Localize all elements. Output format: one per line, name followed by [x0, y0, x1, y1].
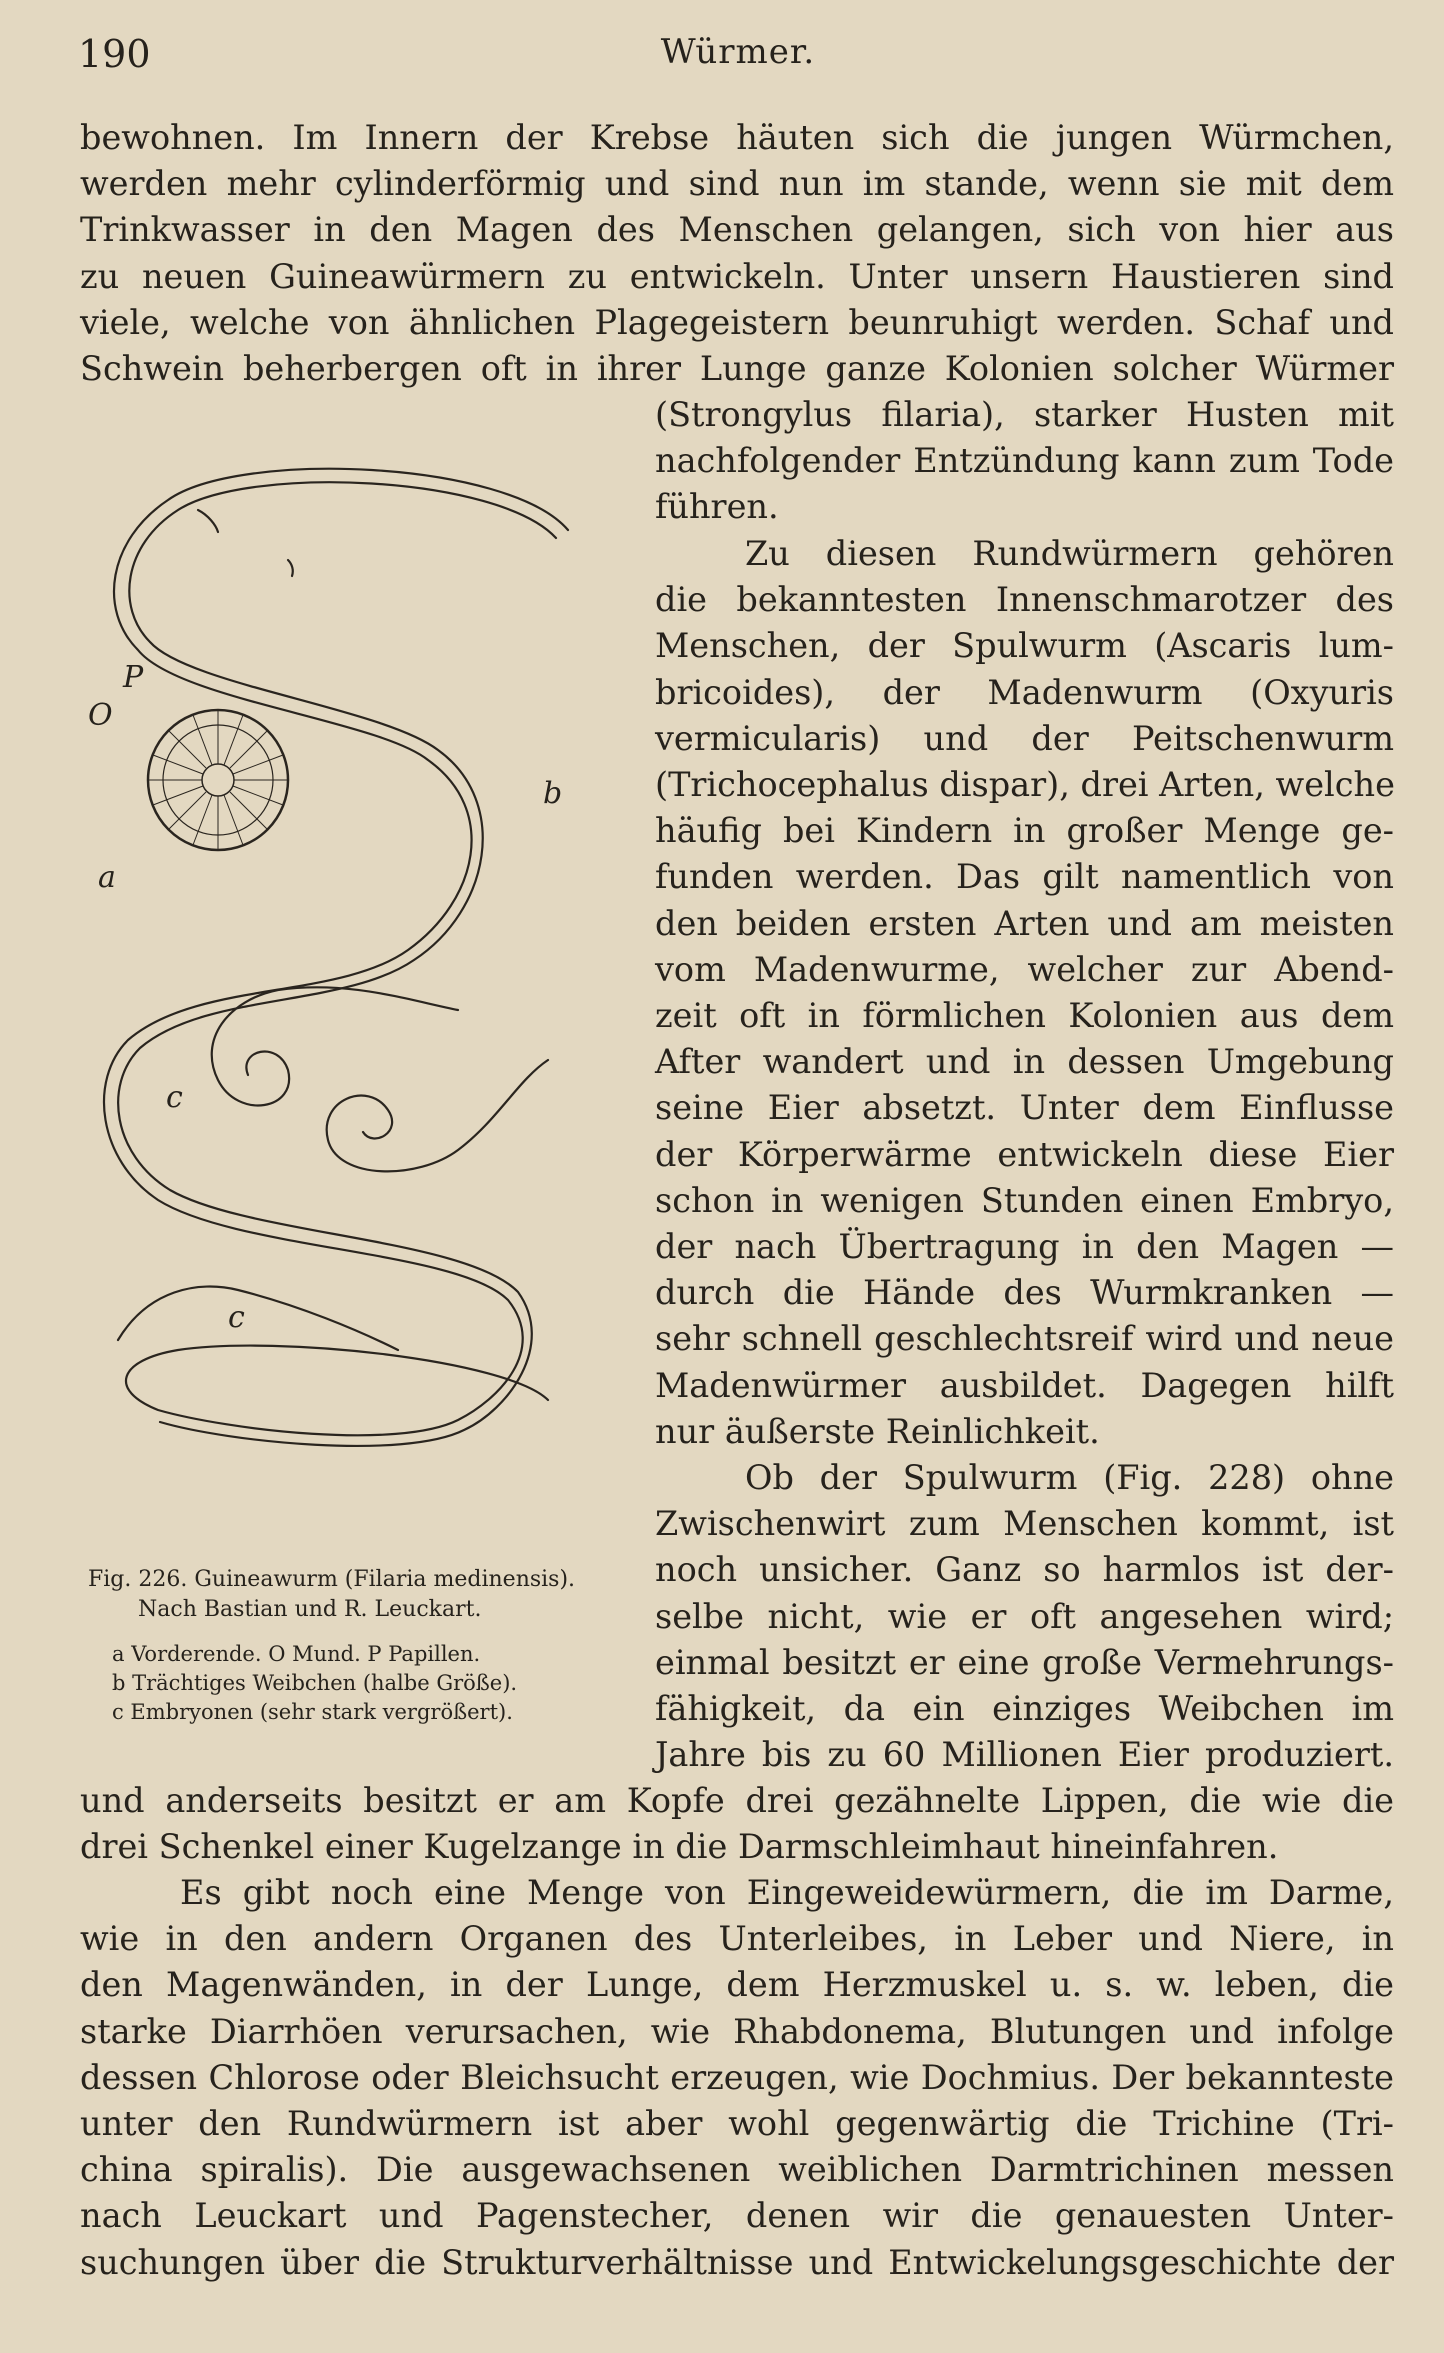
text-line: dessen Chlorose oder Bleichsucht erzeugen, wie Dochmius. Der bekannteste: [80, 2057, 1394, 2097]
text-line: werden mehr cylinderförmig und sind nun im stande, wenn sie mit dem: [80, 164, 1394, 204]
text-line: Menschen, der Spulwurm (Ascaris lum-: [655, 626, 1394, 666]
text-line: Jahre bis zu 60 Millionen Eier produziert.: [655, 1735, 1394, 1775]
caption-line: Nach Bastian und R. Leuckart.: [138, 1597, 482, 1622]
paragraph-1: [80, 115, 1394, 392]
worm-drawing: [78, 420, 638, 1560]
legend-line: a Vorderende. O Mund. P Papillen.: [112, 1642, 481, 1666]
text-line: bricoides), der Madenwurm (Oxyuris: [655, 672, 1394, 712]
embryo-worm-3: [118, 1287, 398, 1350]
text-line: (Strongylus filaria), starker Husten mit: [655, 395, 1394, 434]
text-line: nach Leuckart und Pagenstecher, denen wir die genauesten Unter-: [80, 2196, 1394, 2236]
paragraph-4: [80, 1870, 1394, 2286]
label-b: b: [543, 776, 563, 811]
text-line: zu neuen Guineawürmern zu entwickeln. Unter unsern Haustieren sind: [80, 256, 1394, 296]
label-P: P: [123, 660, 144, 695]
text-line: drei Schenkel einer Kugelzange in die Darmschleimhaut hineinfahren.: [80, 1827, 1279, 1867]
guinea-worm-illustration: [78, 420, 638, 1560]
text-line: Zu diesen Rundwürmern gehören: [745, 534, 1394, 573]
text-line: selbe nicht, wie er oft angesehen wird;: [655, 1596, 1394, 1636]
text-line: vom Madenwurme, welcher zur Abend-: [655, 949, 1394, 989]
text-line: Es gibt noch eine Menge von Eingeweidewürmern, die im Darme,: [180, 1873, 1394, 1912]
text-line: häufig bei Kindern in großer Menge ge-: [655, 811, 1394, 851]
caption-line: Fig. 226. Guineawurm (Filaria medinensis).: [88, 1567, 576, 1592]
text-line: bewohnen. Im Innern der Krebse häuten sich die jungen Würmchen,: [80, 118, 1394, 157]
text-line: einmal besitzt er eine große Vermehrungs-: [655, 1642, 1394, 1682]
text-line: unter den Rundwürmern ist aber wohl gegenwärtig die Trichine (Tri-: [80, 2104, 1394, 2144]
label-O: O: [88, 698, 113, 733]
text-line: sehr schnell geschlechtsreif wird und neue: [655, 1319, 1394, 1359]
text-line: die bekanntesten Innenschmarotzer des: [655, 580, 1394, 620]
text-line: After wandert und in dessen Umgebung: [655, 1042, 1394, 1082]
legend-line: c Embryonen (sehr stark vergrößert).: [112, 1700, 513, 1724]
text-line: nachfolgender Entzündung kann zum Tode: [655, 441, 1394, 481]
figure-legend: [112, 1640, 652, 1727]
text-line: schon in wenigen Stunden einen Embryo,: [655, 1180, 1394, 1220]
running-title: Würmer.: [660, 32, 816, 72]
anterior-end-cross-section: [148, 710, 288, 850]
page-number: 190: [78, 32, 151, 76]
text-line: der nach Übertragung in den Magen —: [655, 1227, 1394, 1267]
label-a: a: [98, 860, 116, 895]
page-header: [78, 32, 1398, 82]
text-line: noch unsicher. Ganz so harmlos ist der-: [655, 1550, 1394, 1590]
text-line: Madenwürmer ausbildet. Dagegen hilft: [655, 1365, 1394, 1405]
paragraph-3-continued: [80, 1778, 1394, 1870]
paragraph-1-continued: [655, 392, 1394, 531]
text-line: nur äußerste Reinlichkeit.: [655, 1411, 1100, 1451]
text-line: (Trichocephalus dispar), drei Arten, welche: [655, 765, 1395, 805]
text-line: und anderseits besitzt er am Kopfe drei gezähnelte Lippen, die wie die: [80, 1781, 1394, 1820]
figure-caption: [88, 1565, 648, 1625]
label-c-2: c: [228, 1300, 245, 1335]
text-line: den Magenwänden, in der Lunge, dem Herzmuskel u. s. w. leben, die: [80, 1965, 1394, 2005]
worm-body-outer: [104, 469, 568, 1436]
text-line: viele, welche von ähnlichen Plagegeistern beunruhigt werden. Schaf und: [80, 302, 1394, 342]
paragraph-3: [655, 1455, 1394, 1778]
paragraph-2: [655, 531, 1394, 1455]
text-line: Trinkwasser in den Magen des Menschen gelangen, sich von hier aus: [80, 210, 1394, 250]
text-line: zeit oft in förmlichen Kolonien aus dem: [655, 996, 1394, 1036]
text-line: der Körperwärme entwickeln diese Eier: [655, 1134, 1394, 1174]
text-line: china spiralis). Die ausgewachsenen weiblichen Darmtrichinen messen: [80, 2150, 1394, 2190]
text-line: suchungen über die Strukturverhältnisse und Entwickelungsgeschichte der: [80, 2242, 1394, 2282]
text-line: Zwischenwirt zum Menschen kommt, ist: [655, 1504, 1394, 1544]
text-line: durch die Hände des Wurmkranken —: [655, 1273, 1394, 1313]
embryo-worm-2: [327, 1060, 548, 1171]
text-line: wie in den andern Organen des Unterleibes, in Leber und Niere, in: [80, 1919, 1394, 1959]
text-line: fähigkeit, da ein einziges Weibchen im: [655, 1689, 1394, 1729]
worm-body-inner: [118, 482, 556, 1446]
label-c-1: c: [166, 1080, 183, 1115]
text-line: funden werden. Das gilt namentlich von: [655, 857, 1394, 897]
legend-line: b Trächtiges Weibchen (halbe Größe).: [112, 1671, 518, 1695]
text-line: Ob der Spulwurm (Fig. 228) ohne: [745, 1458, 1394, 1497]
text-line: vermicularis) und der Peitschenwurm: [655, 718, 1394, 758]
text-line: seine Eier absetzt. Unter dem Einflusse: [655, 1088, 1394, 1128]
text-line: Schwein beherbergen oft in ihrer Lunge ganze Kolonien solcher Würmer: [80, 349, 1394, 389]
text-line: starke Diarrhöen verursachen, wie Rhabdonema, Blutungen und infolge: [80, 2011, 1394, 2051]
text-line: den beiden ersten Arten und am meisten: [655, 903, 1394, 943]
text-line: führen.: [655, 487, 779, 527]
